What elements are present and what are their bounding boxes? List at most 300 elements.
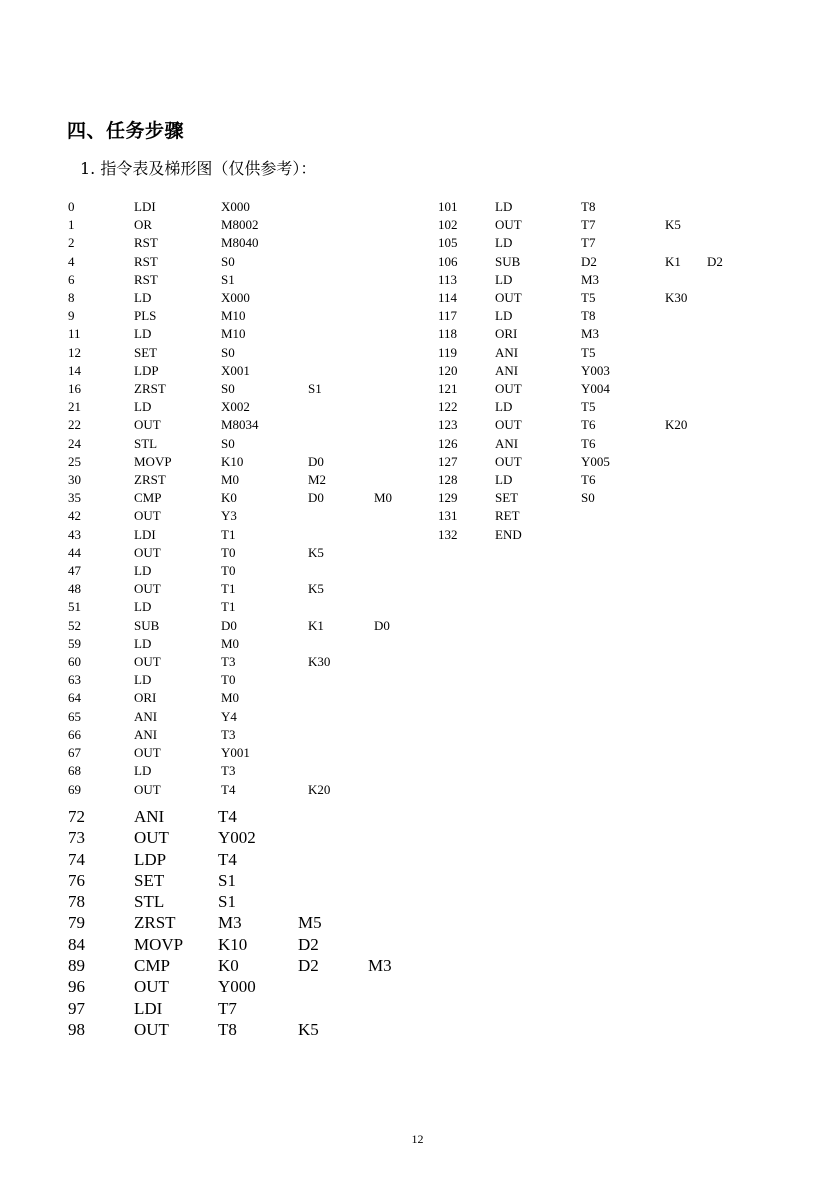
step-number: 66 — [68, 726, 81, 742]
step-number: 76 — [68, 870, 85, 890]
step-number: 63 — [68, 672, 81, 688]
instruction: ORI — [495, 326, 518, 342]
step-number: 69 — [68, 781, 81, 797]
operand-3 — [374, 635, 414, 653]
operand-2 — [308, 216, 374, 234]
operand-3 — [374, 271, 414, 289]
instruction: LD — [495, 399, 513, 415]
operand-2: D2 — [298, 934, 319, 954]
instruction-row — [438, 526, 747, 544]
instruction-row — [68, 806, 408, 827]
instruction: LD — [495, 199, 513, 214]
instruction: OUT — [134, 654, 161, 670]
step-number: 113 — [438, 271, 458, 287]
step-number: 22 — [68, 417, 81, 433]
instruction: ZRST — [134, 381, 166, 397]
instruction-row — [68, 955, 408, 976]
instruction: LD — [134, 399, 152, 415]
operand-3 — [374, 671, 414, 689]
operand-1: D2 — [581, 253, 597, 269]
operand-1: M8002 — [221, 217, 259, 233]
operand-1: T4 — [218, 849, 237, 869]
operand-1: S0 — [221, 344, 235, 360]
instruction-row — [438, 362, 747, 380]
instruction-row — [68, 617, 414, 635]
operand-1: T5 — [581, 344, 596, 360]
operand-2 — [308, 198, 374, 216]
operand-3 — [368, 849, 408, 870]
step-number: 21 — [68, 399, 81, 415]
operand-2: M5 — [298, 913, 322, 933]
instruction: OUT — [134, 781, 161, 797]
operand-1: T7 — [581, 217, 596, 233]
step-number: 67 — [68, 745, 81, 761]
instruction-row — [68, 198, 414, 216]
operand-2 — [308, 762, 374, 780]
instruction-row — [68, 998, 408, 1019]
operand-2 — [308, 689, 374, 707]
operand-1: T4 — [218, 807, 237, 826]
instruction: ANI — [134, 726, 158, 742]
step-number: 44 — [68, 544, 81, 560]
instruction-row — [68, 253, 414, 271]
operand-1: T6 — [581, 435, 596, 451]
operand-2 — [665, 344, 707, 362]
operand-3 — [374, 562, 414, 580]
operand-1: T0 — [221, 563, 236, 579]
step-number: 129 — [438, 490, 458, 506]
operand-2 — [665, 489, 707, 507]
instruction-row — [68, 507, 414, 525]
operand-1: Y001 — [221, 745, 250, 761]
operand-1: K0 — [218, 956, 239, 976]
instruction-row — [68, 827, 408, 848]
operand-3 — [374, 507, 414, 525]
operand-2: D0 — [308, 490, 324, 506]
instruction-row — [68, 580, 414, 598]
operand-3 — [707, 289, 747, 307]
step-number: 59 — [68, 635, 81, 651]
step-number: 43 — [68, 526, 81, 542]
instruction: OUT — [134, 417, 161, 433]
operand-3 — [374, 598, 414, 616]
operand-1: T1 — [221, 581, 236, 597]
operand-3 — [707, 507, 747, 525]
operand-2 — [665, 234, 707, 252]
instruction-row — [68, 234, 414, 252]
operand-2: D0 — [308, 453, 324, 469]
operand-3 — [707, 435, 747, 453]
operand-1: T4 — [221, 781, 236, 797]
operand-2 — [308, 307, 374, 325]
operand-3 — [368, 934, 408, 955]
instruction: LDI — [134, 199, 156, 214]
instruction: LD — [134, 326, 152, 342]
instruction: LDP — [134, 362, 159, 378]
instruction: RST — [134, 271, 158, 287]
operand-1: M0 — [221, 690, 240, 706]
operand-2 — [308, 507, 374, 525]
operand-2: K5 — [665, 217, 681, 233]
instruction: SUB — [495, 253, 521, 269]
operand-1: T8 — [218, 1019, 237, 1039]
step-number: 105 — [438, 235, 458, 251]
operand-1: T6 — [581, 472, 596, 488]
instruction-row — [68, 471, 414, 489]
instruction-row — [68, 216, 414, 234]
instruction-row — [68, 1019, 408, 1040]
instruction: END — [495, 526, 522, 542]
instruction: STL — [134, 435, 158, 451]
instruction: CMP — [134, 490, 162, 506]
operand-3 — [374, 653, 414, 671]
operand-3 — [368, 827, 408, 848]
operand-2 — [298, 827, 368, 848]
operand-3 — [374, 453, 414, 471]
instruction: ANI — [495, 362, 519, 378]
operand-1: T3 — [221, 654, 236, 670]
instruction: SET — [134, 870, 165, 890]
operand-3 — [368, 891, 408, 912]
operand-3 — [374, 744, 414, 762]
step-number: 73 — [68, 828, 85, 848]
instruction-row — [438, 271, 747, 289]
instruction-row — [68, 453, 414, 471]
operand-3: D0 — [374, 617, 390, 633]
operand-2 — [308, 635, 374, 653]
operand-1 — [581, 526, 665, 544]
operand-2 — [308, 289, 374, 307]
instruction: ANI — [134, 807, 165, 826]
step-number: 78 — [68, 892, 85, 912]
step-number: 114 — [438, 290, 458, 306]
step-number: 97 — [68, 998, 85, 1018]
operand-3 — [707, 380, 747, 398]
operand-2 — [308, 726, 374, 744]
operand-1: Y005 — [581, 453, 610, 469]
instruction: LD — [134, 563, 152, 579]
instruction-row — [438, 307, 747, 325]
operand-1: M10 — [221, 326, 246, 342]
operand-1: Y003 — [581, 362, 610, 378]
operand-1: T3 — [221, 763, 236, 779]
step-number: 51 — [68, 599, 81, 615]
operand-2: K20 — [665, 417, 688, 433]
instruction: OUT — [134, 745, 161, 761]
step-number: 122 — [438, 399, 458, 415]
operand-2: K30 — [665, 290, 688, 306]
instruction: OUT — [134, 1019, 169, 1039]
operand-2 — [298, 998, 368, 1019]
instruction-row — [68, 544, 414, 562]
operand-1 — [581, 507, 665, 525]
operand-2 — [665, 471, 707, 489]
instruction-table-body — [68, 806, 408, 1040]
operand-1: M3 — [581, 326, 600, 342]
instruction: LD — [495, 308, 513, 324]
step-number: 98 — [68, 1019, 85, 1039]
operand-2: K20 — [308, 781, 331, 797]
step-number: 126 — [438, 435, 458, 451]
instruction-row — [438, 507, 747, 525]
operand-1: S1 — [218, 870, 236, 890]
operand-2 — [665, 307, 707, 325]
instruction-row — [68, 398, 414, 416]
step-number: 68 — [68, 763, 81, 779]
instruction: ZRST — [134, 472, 166, 488]
operand-2 — [298, 891, 368, 912]
instruction: CMP — [134, 956, 170, 976]
instruction: ANI — [495, 344, 519, 360]
instruction: OUT — [134, 581, 161, 597]
operand-1: Y000 — [218, 977, 256, 997]
instruction-row — [68, 689, 414, 707]
instruction: SET — [134, 344, 158, 360]
operand-2 — [308, 526, 374, 544]
instruction-row — [438, 198, 747, 216]
operand-3 — [707, 453, 747, 471]
operand-2 — [308, 562, 374, 580]
operand-2 — [298, 976, 368, 997]
instruction-row — [438, 234, 747, 252]
operand-3 — [374, 307, 414, 325]
operand-1: X000 — [221, 290, 250, 306]
instruction-row — [438, 325, 747, 343]
instruction-row — [68, 416, 414, 434]
operand-1: Y002 — [218, 828, 256, 848]
instruction-row — [68, 976, 408, 997]
instruction: MOVP — [134, 934, 184, 954]
instruction-row — [438, 289, 747, 307]
step-number: 11 — [68, 326, 81, 342]
operand-1: S0 — [221, 435, 235, 451]
instruction: SET — [495, 490, 519, 506]
step-number: 47 — [68, 563, 81, 579]
instruction-row — [438, 453, 747, 471]
operand-3 — [374, 689, 414, 707]
operand-1: T0 — [221, 544, 236, 560]
operand-1: T1 — [221, 599, 236, 615]
instruction-row — [68, 526, 414, 544]
operand-2 — [308, 435, 374, 453]
instruction-list-caption: 1. 指令表及梯形图（仅供参考）： — [80, 159, 317, 178]
operand-1: T7 — [581, 235, 596, 251]
operand-2 — [308, 671, 374, 689]
step-number: 14 — [68, 362, 81, 378]
instruction-row — [438, 380, 747, 398]
step-number: 128 — [438, 472, 458, 488]
operand-1: T6 — [581, 417, 596, 433]
operand-2 — [665, 435, 707, 453]
operand-2 — [308, 708, 374, 726]
operand-3 — [707, 416, 747, 434]
operand-3 — [707, 325, 747, 343]
instruction-table-left-lower — [68, 806, 408, 1040]
operand-3: M0 — [374, 490, 393, 506]
operand-2 — [665, 271, 707, 289]
instruction: ZRST — [134, 913, 176, 933]
operand-3 — [374, 216, 414, 234]
operand-3: D2 — [707, 253, 723, 269]
operand-3 — [368, 998, 408, 1019]
operand-1: Y4 — [221, 708, 237, 724]
instruction-row — [68, 307, 414, 325]
step-number: 117 — [438, 308, 458, 324]
operand-1: Y3 — [221, 508, 237, 524]
page-number: 12 — [411, 1132, 424, 1146]
operand-2 — [308, 362, 374, 380]
operand-1: X001 — [221, 362, 250, 378]
operand-2 — [665, 380, 707, 398]
instruction-row — [68, 934, 408, 955]
operand-2 — [308, 344, 374, 362]
operand-1: T5 — [581, 399, 596, 415]
operand-2 — [665, 507, 707, 525]
instruction: MOVP — [134, 453, 172, 469]
instruction-row — [438, 471, 747, 489]
instruction: OUT — [134, 508, 161, 524]
instruction: OUT — [495, 290, 522, 306]
operand-1: M8034 — [221, 417, 259, 433]
step-number: 4 — [68, 253, 75, 269]
step-number: 12 — [68, 344, 81, 360]
step-number: 120 — [438, 362, 458, 378]
operand-2 — [308, 325, 374, 343]
operand-1: S0 — [221, 253, 235, 269]
operand-2: K5 — [308, 544, 324, 560]
operand-3 — [707, 216, 747, 234]
step-number: 102 — [438, 217, 458, 233]
operand-2: K1 — [308, 617, 324, 633]
step-number: 30 — [68, 472, 81, 488]
operand-1: S1 — [218, 892, 236, 912]
instruction-row — [68, 726, 414, 744]
instruction-row — [68, 362, 414, 380]
step-number: 74 — [68, 849, 85, 869]
operand-2: M2 — [308, 472, 327, 488]
instruction: LD — [495, 235, 513, 251]
operand-3 — [707, 271, 747, 289]
operand-2 — [308, 598, 374, 616]
instruction: ANI — [495, 435, 519, 451]
operand-2 — [308, 416, 374, 434]
instruction: LDP — [134, 849, 167, 869]
operand-1: X002 — [221, 399, 250, 415]
instruction-row — [68, 870, 408, 891]
instruction-row — [68, 598, 414, 616]
step-number: 127 — [438, 453, 458, 469]
operand-1: M0 — [221, 472, 240, 488]
operand-3 — [374, 344, 414, 362]
operand-3 — [707, 362, 747, 380]
step-number: 118 — [438, 326, 458, 342]
operand-3 — [707, 398, 747, 416]
step-number: 101 — [438, 199, 458, 214]
instruction-row — [438, 435, 747, 453]
operand-2 — [665, 198, 707, 216]
instruction-row — [438, 489, 747, 507]
instruction-row — [68, 635, 414, 653]
operand-3 — [707, 344, 747, 362]
step-number: 42 — [68, 508, 81, 524]
instruction: LD — [134, 763, 152, 779]
instruction-row — [68, 708, 414, 726]
instruction: RST — [134, 235, 158, 251]
operand-3 — [707, 234, 747, 252]
operand-3 — [374, 253, 414, 271]
operand-3 — [374, 380, 414, 398]
step-number: 123 — [438, 417, 458, 433]
step-number: 121 — [438, 381, 458, 397]
instruction-table-right — [438, 198, 747, 544]
instruction: LDI — [134, 998, 163, 1018]
operand-2 — [665, 362, 707, 380]
instruction: RET — [495, 508, 520, 524]
operand-3 — [707, 526, 747, 544]
instruction-row — [438, 216, 747, 234]
step-number: 79 — [68, 913, 85, 933]
step-number: 132 — [438, 526, 458, 542]
step-number: 72 — [68, 807, 85, 826]
step-number: 48 — [68, 581, 81, 597]
operand-2 — [308, 253, 374, 271]
operand-3 — [374, 325, 414, 343]
operand-2: D2 — [298, 956, 319, 976]
operand-3 — [368, 976, 408, 997]
step-number: 16 — [68, 381, 81, 397]
operand-1: X000 — [221, 199, 250, 214]
operand-2: K30 — [308, 654, 331, 670]
operand-2 — [298, 870, 368, 891]
operand-3 — [368, 806, 408, 827]
step-number: 131 — [438, 508, 458, 524]
operand-3 — [374, 398, 414, 416]
instruction-row — [68, 849, 408, 870]
operand-2: K5 — [298, 1019, 319, 1039]
operand-3 — [374, 526, 414, 544]
instruction-row — [68, 781, 414, 799]
instruction-row — [68, 325, 414, 343]
step-number: 24 — [68, 435, 81, 451]
step-number: 60 — [68, 654, 81, 670]
section-heading: 四、任务步骤 — [67, 120, 185, 142]
operand-1: K0 — [221, 490, 237, 506]
step-number: 64 — [68, 690, 81, 706]
operand-3 — [707, 198, 747, 216]
instruction: SUB — [134, 617, 160, 633]
instruction: ORI — [134, 690, 157, 706]
operand-3 — [374, 416, 414, 434]
instruction-row — [68, 344, 414, 362]
instruction-row — [438, 416, 747, 434]
operand-3 — [374, 708, 414, 726]
instruction: RST — [134, 253, 158, 269]
operand-3 — [707, 307, 747, 325]
instruction: LD — [134, 635, 152, 651]
operand-1: T3 — [221, 726, 236, 742]
instruction: LD — [134, 672, 152, 688]
operand-1: K10 — [218, 934, 248, 954]
operand-1: K10 — [221, 453, 244, 469]
operand-2 — [665, 526, 707, 544]
operand-1: M0 — [221, 635, 240, 651]
operand-3 — [374, 234, 414, 252]
step-number: 6 — [68, 271, 75, 287]
instruction-row — [68, 562, 414, 580]
operand-1: S0 — [581, 490, 595, 506]
operand-1: S1 — [221, 271, 235, 287]
operand-2 — [308, 398, 374, 416]
